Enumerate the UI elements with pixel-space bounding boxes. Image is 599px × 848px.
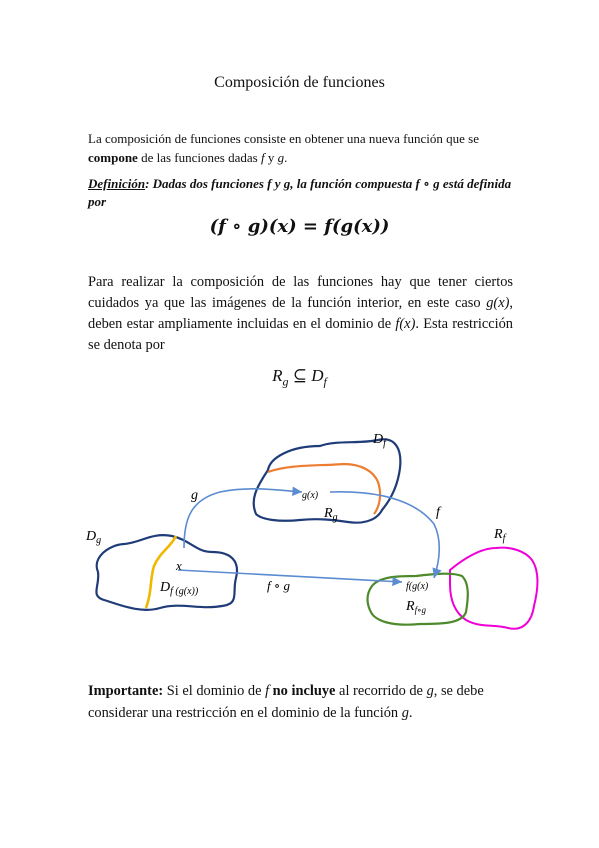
intro-bold-word: compone	[88, 150, 138, 165]
p2-part2: , deben estar ampliamente incluidas en el dominio de	[88, 295, 513, 332]
label-gx: g(x)	[302, 490, 319, 501]
label-Rf: $R_f$	[494, 527, 506, 544]
g-arrow	[184, 489, 302, 548]
definition-text: Dadas dos funciones f y g, la función compuesta f ∘ g está definida por	[88, 176, 512, 209]
p2-part3: . Esta restricción se denota por	[88, 316, 513, 353]
composition-diagram	[0, 420, 599, 650]
important-text3: , se debe considerar una restricción en el dominio de la función	[88, 683, 484, 721]
label-Df-sub: f	[383, 438, 386, 449]
label-fog: f ∘ g	[267, 578, 290, 593]
label-Rf-sub: f	[502, 533, 506, 544]
important-end: .	[408, 705, 413, 721]
intro-g: g	[277, 150, 285, 165]
label-Dfgx-sub: f (g(x))	[170, 586, 199, 597]
intro-text-before: La composición de funciones consiste en obtener una nueva función que se	[88, 131, 479, 146]
p2-gx: g(x)	[486, 295, 510, 311]
important-label: Importante:	[88, 683, 164, 699]
definition-colon: :	[145, 176, 153, 191]
label-f: f	[436, 505, 440, 520]
fog-arrow	[178, 570, 402, 582]
label-g: g	[191, 488, 198, 503]
p2-part1: Para realizar la composición de las funciones hay que tener ciertos cuidados ya que las imágenes de la función interior, en este caso	[88, 274, 513, 311]
important-text1: Si el dominio de	[163, 683, 266, 699]
label-Rfog-sub: f∘g	[414, 605, 426, 615]
label-Rfog: $R_{f\circ g}$	[406, 599, 426, 615]
important-paragraph	[88, 680, 518, 724]
label-Dfgx: $D_{f (g(x))}$	[160, 580, 199, 597]
p2-fx: f(x)	[395, 316, 416, 332]
restr-R: R	[272, 366, 283, 385]
restriction-paragraph	[88, 272, 513, 356]
label-Dg: $D_g$	[86, 529, 102, 546]
label-Df: $D_f$	[373, 432, 386, 449]
restr-subset: ⊆	[288, 366, 312, 385]
intro-y: y	[264, 150, 278, 165]
important-text2: al recorrido de	[335, 683, 427, 699]
definition-label: Definición	[88, 176, 146, 191]
important-bold: no incluye	[269, 683, 336, 699]
intro-text-after: de las funciones dadas	[137, 150, 261, 165]
restriction-formula	[0, 366, 599, 389]
important-f: f	[265, 683, 270, 699]
restr-D-sub: f	[323, 374, 327, 389]
definition	[88, 175, 513, 211]
intro-end: .	[284, 150, 288, 165]
important-g: g	[426, 683, 434, 699]
label-fgx: f(g(x)	[406, 581, 429, 592]
intro-paragraph	[88, 129, 513, 167]
domain-restriction-line	[146, 536, 176, 608]
composition-formula: (f ∘ g)(x) = f(g(x))	[209, 216, 390, 237]
intro-f: f	[260, 150, 265, 165]
label-Dg-sub: g	[96, 535, 102, 546]
label-Rg: $R_g$	[324, 506, 338, 523]
important-g2: g	[401, 705, 409, 721]
label-Rg-sub: g	[332, 512, 338, 523]
label-x: x	[176, 558, 182, 573]
f-arrow	[330, 492, 439, 578]
page-title: Composición de funciones	[214, 74, 385, 91]
restr-R-sub: g	[282, 374, 289, 389]
restr-D: D	[311, 366, 324, 385]
